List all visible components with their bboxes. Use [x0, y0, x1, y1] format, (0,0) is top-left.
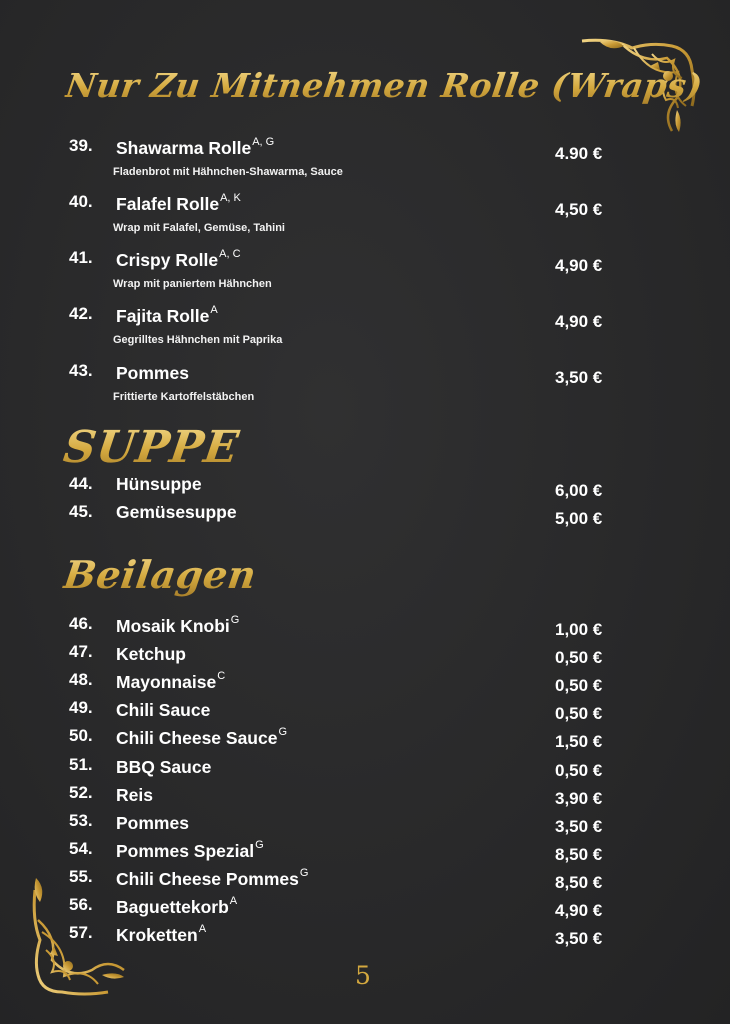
menu-item [0, 895, 730, 923]
menu-item [0, 755, 730, 783]
menu-item [0, 726, 730, 754]
item-name: Reis [116, 784, 153, 805]
item-price: 3,50 € [555, 368, 603, 387]
item-number: 46. [69, 614, 93, 633]
item-number: 52. [69, 782, 93, 802]
item-price: 0,50 € [555, 676, 603, 696]
item-number: 57. [69, 923, 93, 943]
item-number: 44. [69, 474, 93, 493]
item-name: Baguettekorb$^A$ [116, 895, 238, 917]
item-number: 39. [69, 136, 93, 155]
item-description: Wrap mit Falafel, Gemüse, Tahini [113, 222, 285, 234]
item-number: 43. [69, 361, 93, 380]
allergen-codes: G [299, 866, 309, 879]
menu-item [0, 192, 730, 234]
menu-item [0, 670, 730, 698]
item-number: 53. [69, 810, 93, 830]
item-number: 42. [69, 304, 93, 323]
section-title-beilagen: Beilagen [60, 552, 260, 597]
item-name: Kroketten$^A$ [116, 923, 207, 946]
item-name: Chili Cheese Sauce$^G$ [116, 726, 288, 749]
item-price: 8,50 € [555, 872, 603, 892]
menu-item [0, 502, 730, 530]
allergen-codes: G [278, 726, 288, 739]
allergen-codes: G [255, 838, 264, 851]
item-price: 4.90 € [555, 144, 603, 163]
item-price: 8,50 € [555, 844, 603, 864]
menu-item [0, 361, 730, 403]
item-number: 50. [69, 726, 93, 746]
page-number: 5 [355, 961, 371, 990]
item-price: 4,50 € [555, 200, 603, 219]
item-number: 56. [69, 895, 93, 914]
item-name: Ketchup [116, 644, 186, 665]
item-name: Pommes [116, 812, 189, 833]
item-number: 49. [69, 698, 93, 718]
menu-item [0, 783, 730, 811]
item-name: Mayonnaise$^C$ [116, 670, 226, 693]
item-price: 3,50 € [555, 816, 603, 836]
item-price: 4,90 € [555, 901, 603, 920]
item-number: 41. [69, 248, 93, 267]
item-number: 47. [69, 642, 93, 662]
item-price: 5,00 € [555, 509, 603, 528]
item-description: Wrap mit paniertem Hähnchen [113, 278, 272, 290]
menu-item [0, 304, 730, 346]
item-number: 40. [69, 192, 93, 211]
item-number: 48. [69, 670, 93, 690]
item-name: Pommes [116, 363, 189, 383]
menu-item [0, 248, 730, 290]
allergen-codes: A, K [220, 192, 241, 204]
item-name: Mosaik Knobi$^G$ [116, 614, 240, 636]
item-name: Pommes Spezial$^G$ [116, 838, 264, 861]
menu-item [0, 136, 730, 178]
item-description: Fladenbrot mit Hähnchen-Shawarma, Sauce [113, 166, 343, 178]
item-name: Chili Cheese Pommes$^G$ [116, 866, 309, 889]
allergen-codes: A, C [219, 248, 241, 260]
allergen-codes: A, G [252, 136, 275, 148]
item-name: Crispy Rolle$^{A, C}$ [116, 248, 241, 270]
allergen-codes: A [229, 895, 238, 907]
item-number: 54. [69, 838, 93, 858]
item-price: 0,50 € [555, 760, 603, 780]
menu-item [0, 642, 730, 670]
item-name: Hünsuppe [116, 474, 202, 494]
item-price: 1,00 € [555, 620, 603, 639]
item-description: Frittierte Kartoffelstäbchen [113, 391, 255, 403]
item-number: 45. [69, 502, 93, 521]
item-price: 0,50 € [555, 704, 603, 724]
item-number: 51. [69, 754, 93, 774]
item-price: 3,50 € [555, 929, 603, 949]
item-price: 3,90 € [555, 788, 603, 808]
item-name: Fajita Rolle$^A$ [116, 304, 218, 326]
menu-item [0, 839, 730, 867]
item-name: Shawarma Rolle$^{A, G}$ [116, 136, 275, 158]
item-number: 55. [69, 866, 93, 886]
menu-item [0, 614, 730, 642]
allergen-codes: C [217, 670, 226, 683]
item-description: Gegrilltes Hähnchen mit Paprika [113, 334, 283, 346]
menu-item [0, 923, 730, 951]
item-name: Gemüsesuppe [116, 502, 237, 522]
item-price: 6,00 € [555, 481, 603, 500]
item-price: 0,50 € [555, 648, 603, 668]
menu-item [0, 867, 730, 895]
menu-item [0, 698, 730, 726]
menu-item [0, 474, 730, 502]
menu-item [0, 811, 730, 839]
allergen-codes: A [198, 923, 207, 936]
item-price: 1,50 € [555, 732, 603, 752]
allergen-codes: A [210, 304, 218, 316]
item-name: Falafel Rolle$^{A, K}$ [116, 192, 241, 214]
item-name: BBQ Sauce [116, 756, 212, 777]
section-title-wraps: Nur Zu Mitnehmen Rolle (Wraps) [63, 66, 706, 105]
allergen-codes: G [230, 614, 240, 626]
section-title-suppe: SUPPE [60, 422, 243, 473]
item-price: 4,90 € [555, 312, 603, 331]
item-price: 4,90 € [555, 256, 603, 275]
item-name: Chili Sauce [116, 700, 211, 721]
